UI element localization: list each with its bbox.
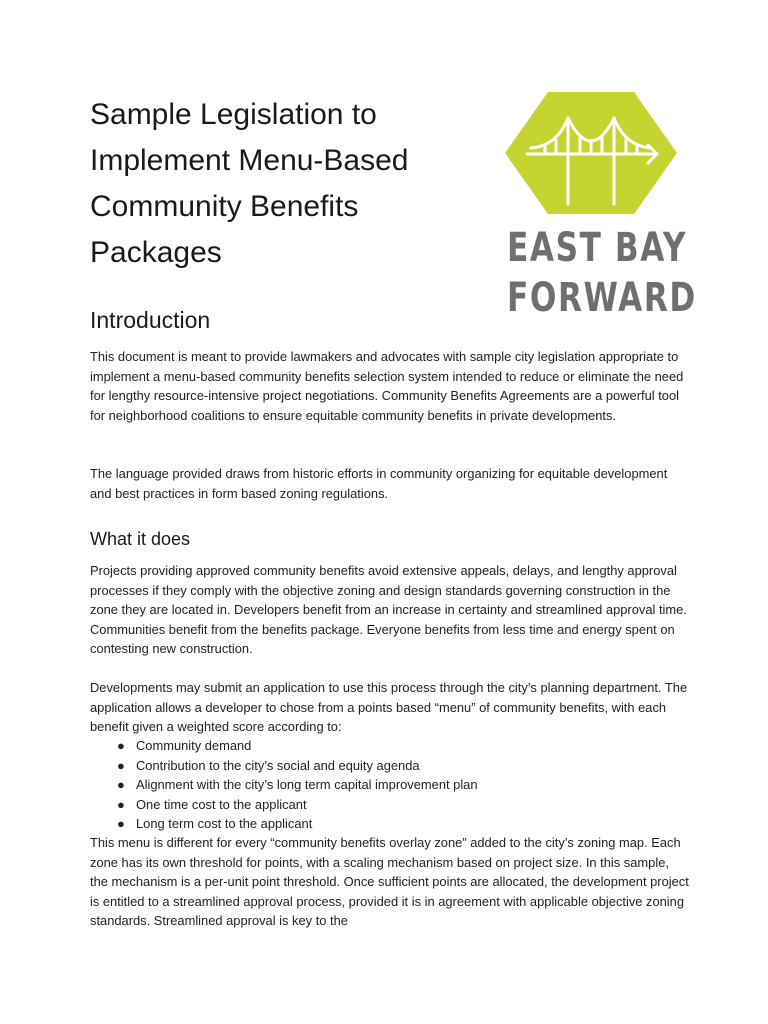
list-item-text: Long term cost to the applicant [136, 816, 313, 831]
list-item-text: One time cost to the applicant [136, 796, 307, 812]
introduction-heading: Introduction [90, 307, 211, 333]
list-item [90, 795, 478, 815]
what-it-does-paragraph: Projects providing approved community benefits avoid extensive appeals, delays, and lengthy approval processes if they comply with the objective zoning and design standards governing construction in the zone they are located in. Developers benefit from an increase in certainty and streamlined approval time. Communities benefit from the benefits package. Everyone benefits from less time and energy spent on contesting new construction. [90, 563, 687, 656]
bullet-icon: ● [117, 777, 125, 792]
introduction-paragraph: The language provided draws from historic efforts in community organizing for equitable development and best practices in form based zoning regulations. [90, 466, 668, 501]
bullet-icon: ● [117, 757, 125, 773]
what-it-does-heading: What it does [90, 529, 191, 549]
weighting-criteria-list [90, 736, 478, 834]
list-item-text: Contribution to the city’s social and equity agenda [136, 757, 420, 773]
east-bay-forward-logo [500, 92, 697, 321]
logo-wordmark-line1: EAST BAY [507, 225, 688, 271]
document-title: Sample Legislation to Implement Menu-Based Community Benefits Packages [90, 98, 409, 269]
list-item [90, 736, 478, 756]
what-it-does-paragraph: Developments may submit an application to use this process through the city’s planning department. The application allows a developer to chose from a points based “menu” of community benefits, with each benefit given a weighted score according to: [90, 680, 688, 734]
list-item [90, 814, 478, 834]
list-item [90, 756, 478, 776]
bullet-icon: ● [117, 738, 125, 753]
list-item-text: Community demand [136, 738, 252, 753]
introduction-paragraph: This document is meant to provide lawmakers and advocates with sample city legislation appropriate to implement a menu-based community benefits selection system intended to reduce or eliminate the need for lengthy resource-intensive project negotiations. Community Benefits Agreements are a powerful tool for neighborhood coalitions to ensure equitable community benefits in private developments. [90, 349, 684, 423]
list-item-text: Alignment with the city’s long term capital improvement plan [136, 777, 478, 792]
bridge-hexagon-icon [505, 92, 677, 214]
bullet-icon: ● [117, 796, 125, 812]
logo-wordmark-line2: FORWARD [507, 275, 697, 321]
bullet-icon: ● [117, 816, 125, 831]
what-it-does-paragraph: This menu is different for every “community benefits overlay zone” added to the city’s zoning map. Each zone has its own threshold for points, with a scaling mechanism based on project size. In this sample, the mechanism is a per-unit point threshold. Once sufficient points are allocated, the development project is entitled to a streamlined approval process, provided it is in agreement with applicable objective zoning standards. Streamlined approval is key to the [90, 835, 689, 928]
list-item [90, 775, 478, 795]
